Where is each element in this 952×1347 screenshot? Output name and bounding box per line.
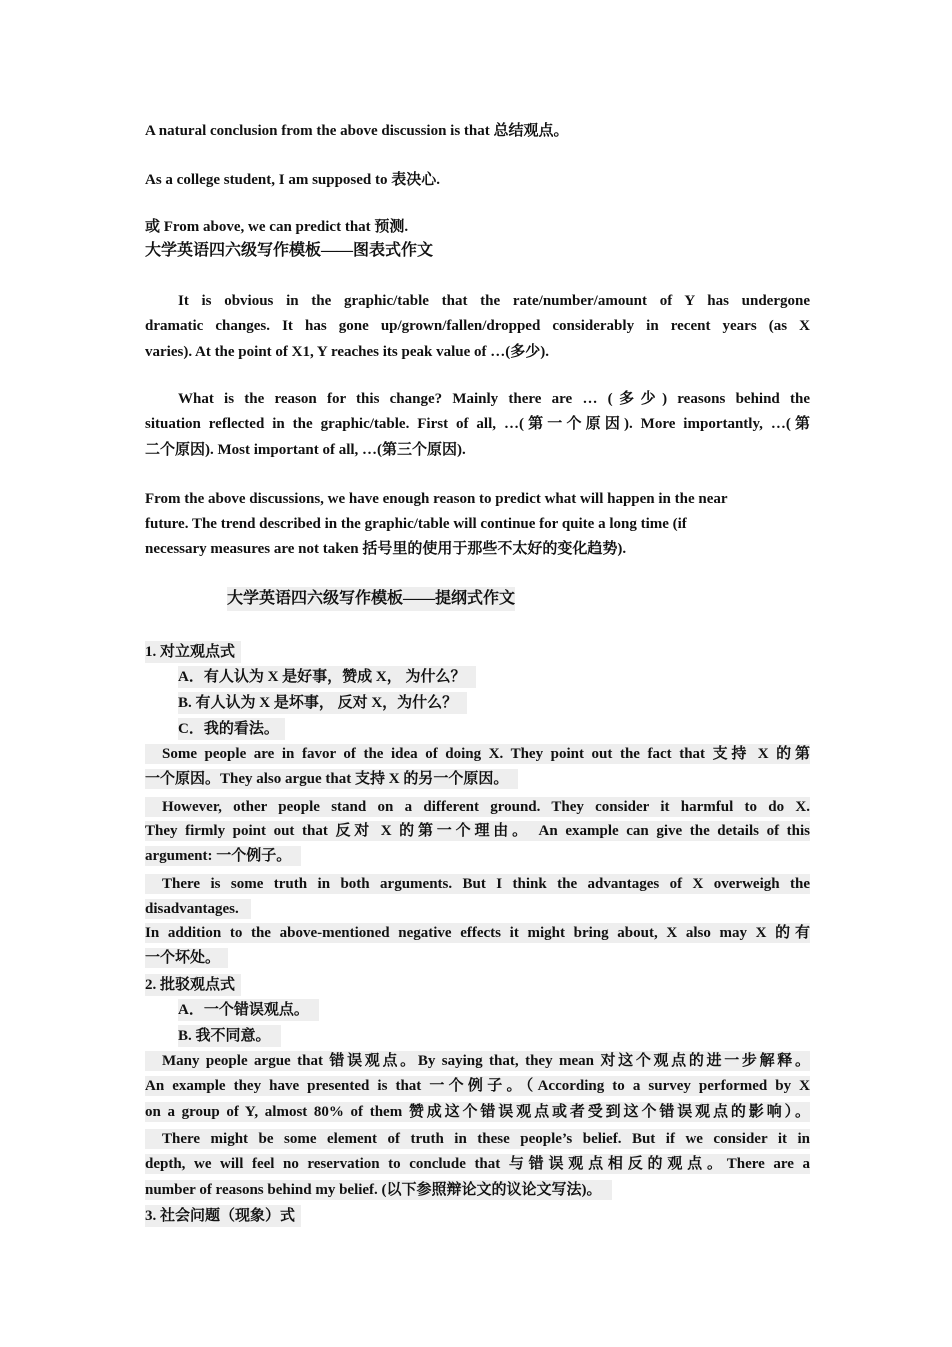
section3-title: 3. 社会问题（现象）式 — [145, 1205, 301, 1227]
section2-para2-line3: number of reasons behind my belief. (以下参照辩论文的议论文写法)。 — [145, 1180, 612, 1200]
section2-para1-line1: Many people argue that 错误观点。By saying that, they mean 对这个观点的进一步解释。 — [145, 1051, 810, 1071]
chart-para2-line3: 二个原因). Most important of all, …(第三个原因). — [145, 442, 466, 458]
chart-para1-line2: dramatic changes. It has gone up/grown/fallen/dropped considerably in recent years (as X — [145, 318, 810, 334]
section2-point-a: A．一个错误观点。 — [178, 999, 319, 1021]
section2-para2-line1: There might be some element of truth in these people’s belief. But if we consider it in — [145, 1129, 810, 1149]
section1-para1-line1: Some people are in favor of the idea of doing X. They point out the fact that 支持 X 的第 — [145, 744, 810, 764]
outline-essay-title: 大学英语四六级写作模板——提纲式作文 — [227, 587, 515, 611]
section2-para1-line2: An example they have presented is that 一个例子。（According to a survey performed by X — [145, 1078, 810, 1094]
chart-para2-line2: situation reflected in the graphic/table. First of all, …(第一个原因). More importantly, …(第 — [145, 416, 810, 432]
section1-title: 1. 对立观点式 — [145, 641, 241, 663]
college-student-line: As a college student, I am supposed to 表决心. — [145, 172, 441, 188]
section1-para4-line1: In addition to the above-mentioned negative effects it might bring about, X also may X 的有 — [145, 925, 810, 941]
chart-para3-line3: necessary measures are not taken 括号里的使用于那些不太好的变化趋势). — [145, 541, 627, 557]
chart-para3-line1: From the above discussions, we have enough reason to predict what will happen in the near — [145, 491, 728, 507]
chart-essay-title: 大学英语四六级写作模板——图表式作文 — [145, 242, 434, 259]
section1-para4-line2: 一个坏处。 — [145, 948, 228, 968]
section1-point-a: A．有人认为 X 是好事，赞成 X， 为什么？ — [178, 666, 476, 688]
section2-point-b: B. 我不同意。 — [178, 1025, 281, 1047]
section1-para3-line1: There is some truth in both arguments. But I think the advantages of X overweigh the — [145, 874, 810, 894]
chart-para3-line2: future. The trend described in the graphic/table will continue for quite a long time (if — [145, 516, 687, 532]
section1-para1-line2: 一个原因。They also argue that 支持 X 的另一个原因。 — [145, 769, 518, 789]
chart-para1-line3: varies). At the point of X1, Y reaches its peak value of …(多少). — [145, 344, 549, 360]
section1-para2-line3: argument: 一个例子。 — [145, 846, 301, 866]
section2-para2-line2: depth, we will feel no reservation to conclude that 与错误观点相反的观点。There are a — [145, 1156, 810, 1172]
section1-para2-line2: They firmly point out that 反对 X 的第一个理由。 An example can give the details of this — [145, 823, 810, 839]
section1-point-b: B. 有人认为 X 是坏事， 反对 X，为什么？ — [178, 692, 467, 714]
predict-line: 或 From above, we can predict that 预测. — [145, 219, 409, 235]
conclusion-template-line: A natural conclusion from the above discussion is that 总结观点。 — [145, 123, 569, 139]
section1-point-c: C．我的看法。 — [178, 718, 285, 740]
section1-para3-line2: disadvantages. — [145, 899, 251, 919]
chart-para2-line1: What is the reason for this change? Mainly there are … (多少) reasons behind the — [178, 391, 810, 407]
chart-para1-line1: It is obvious in the graphic/table that the rate/number/amount of Y has undergone — [178, 293, 810, 309]
section2-title: 2. 批驳观点式 — [145, 974, 241, 996]
section2-para1-line3: on a group of Y, almost 80% of them 赞成这个错误观点或者受到这个错误观点的影响）。 — [145, 1104, 810, 1120]
section1-para2-line1: However, other people stand on a different ground. They consider it harmful to do X. — [145, 797, 810, 817]
